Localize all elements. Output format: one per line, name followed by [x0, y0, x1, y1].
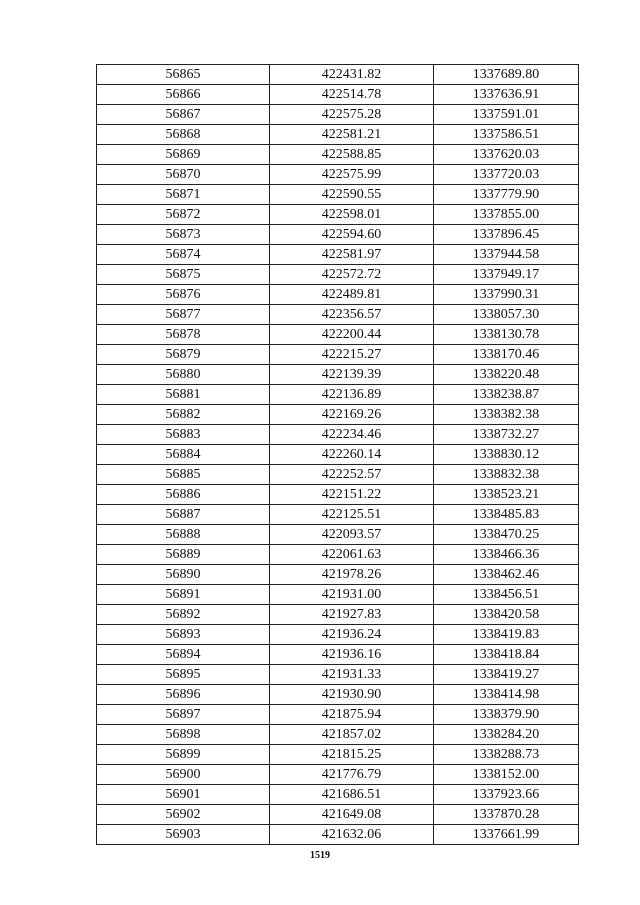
table-row	[97, 825, 579, 845]
y-coordinate-cell: 1338419.83	[434, 625, 579, 645]
y-coordinate-cell: 1337620.03	[434, 145, 579, 165]
point-id-cell: 56895	[97, 665, 270, 685]
y-coordinate-cell: 1337661.99	[434, 825, 579, 845]
table-row	[97, 225, 579, 245]
table-row	[97, 685, 579, 705]
point-id-cell: 56880	[97, 365, 270, 385]
point-id-cell: 56876	[97, 285, 270, 305]
y-coordinate-cell: 1337779.90	[434, 185, 579, 205]
y-coordinate-cell: 1338462.46	[434, 565, 579, 585]
y-coordinate-cell: 1337591.01	[434, 105, 579, 125]
table-row	[97, 585, 579, 605]
point-id-cell: 56885	[97, 465, 270, 485]
x-coordinate-cell: 422575.28	[270, 105, 434, 125]
table-row	[97, 605, 579, 625]
point-id-cell: 56875	[97, 265, 270, 285]
x-coordinate-cell: 422575.99	[270, 165, 434, 185]
y-coordinate-cell: 1338414.98	[434, 685, 579, 705]
point-id-cell: 56890	[97, 565, 270, 585]
point-id-cell: 56893	[97, 625, 270, 645]
x-coordinate-cell: 422581.21	[270, 125, 434, 145]
point-id-cell: 56872	[97, 205, 270, 225]
point-id-cell: 56894	[97, 645, 270, 665]
y-coordinate-cell: 1337944.58	[434, 245, 579, 265]
y-coordinate-cell: 1337870.28	[434, 805, 579, 825]
x-coordinate-cell: 422588.85	[270, 145, 434, 165]
point-id-cell: 56891	[97, 585, 270, 605]
point-id-cell: 56866	[97, 85, 270, 105]
y-coordinate-cell: 1337720.03	[434, 165, 579, 185]
table-row	[97, 765, 579, 785]
y-coordinate-cell: 1338485.83	[434, 505, 579, 525]
table-row	[97, 265, 579, 285]
table-row	[97, 345, 579, 365]
point-id-cell: 56892	[97, 605, 270, 625]
x-coordinate-cell: 421930.90	[270, 685, 434, 705]
y-coordinate-cell: 1337689.80	[434, 65, 579, 85]
point-id-cell: 56878	[97, 325, 270, 345]
point-id-cell: 56887	[97, 505, 270, 525]
point-id-cell: 56888	[97, 525, 270, 545]
x-coordinate-cell: 422200.44	[270, 325, 434, 345]
point-id-cell: 56871	[97, 185, 270, 205]
table-row	[97, 805, 579, 825]
x-coordinate-cell: 421815.25	[270, 745, 434, 765]
y-coordinate-cell: 1338170.46	[434, 345, 579, 365]
table-row	[97, 65, 579, 85]
point-id-cell: 56898	[97, 725, 270, 745]
table-row	[97, 245, 579, 265]
y-coordinate-cell: 1337636.91	[434, 85, 579, 105]
table-row	[97, 625, 579, 645]
x-coordinate-cell: 422356.57	[270, 305, 434, 325]
x-coordinate-cell: 422598.01	[270, 205, 434, 225]
x-coordinate-cell: 421931.33	[270, 665, 434, 685]
x-coordinate-cell: 422260.14	[270, 445, 434, 465]
point-id-cell: 56868	[97, 125, 270, 145]
x-coordinate-cell: 421632.06	[270, 825, 434, 845]
table-row	[97, 145, 579, 165]
point-id-cell: 56889	[97, 545, 270, 565]
y-coordinate-cell: 1337896.45	[434, 225, 579, 245]
x-coordinate-cell: 421936.24	[270, 625, 434, 645]
y-coordinate-cell: 1337949.17	[434, 265, 579, 285]
x-coordinate-cell: 421927.83	[270, 605, 434, 625]
point-id-cell: 56902	[97, 805, 270, 825]
y-coordinate-cell: 1338466.36	[434, 545, 579, 565]
y-coordinate-cell: 1338220.48	[434, 365, 579, 385]
point-id-cell: 56896	[97, 685, 270, 705]
table-row	[97, 665, 579, 685]
table-row	[97, 305, 579, 325]
x-coordinate-cell: 421776.79	[270, 765, 434, 785]
table-row	[97, 745, 579, 765]
point-id-cell: 56886	[97, 485, 270, 505]
y-coordinate-cell: 1337855.00	[434, 205, 579, 225]
y-coordinate-cell: 1338238.87	[434, 385, 579, 405]
y-coordinate-cell: 1337990.31	[434, 285, 579, 305]
x-coordinate-cell: 422169.26	[270, 405, 434, 425]
point-id-cell: 56877	[97, 305, 270, 325]
y-coordinate-cell: 1338832.38	[434, 465, 579, 485]
x-coordinate-cell: 421686.51	[270, 785, 434, 805]
x-coordinate-cell: 422093.57	[270, 525, 434, 545]
x-coordinate-cell: 422215.27	[270, 345, 434, 365]
table-row	[97, 505, 579, 525]
table-row	[97, 125, 579, 145]
y-coordinate-cell: 1337923.66	[434, 785, 579, 805]
table-row	[97, 445, 579, 465]
point-id-cell: 56900	[97, 765, 270, 785]
coordinate-table	[96, 64, 579, 845]
point-id-cell: 56884	[97, 445, 270, 465]
y-coordinate-cell: 1338419.27	[434, 665, 579, 685]
point-id-cell: 56873	[97, 225, 270, 245]
table-row	[97, 485, 579, 505]
x-coordinate-cell: 422489.81	[270, 285, 434, 305]
x-coordinate-cell: 422581.97	[270, 245, 434, 265]
table-row	[97, 565, 579, 585]
point-id-cell: 56874	[97, 245, 270, 265]
x-coordinate-cell: 422136.89	[270, 385, 434, 405]
x-coordinate-cell: 422252.57	[270, 465, 434, 485]
y-coordinate-cell: 1338152.00	[434, 765, 579, 785]
point-id-cell: 56870	[97, 165, 270, 185]
x-coordinate-cell: 422151.22	[270, 485, 434, 505]
x-coordinate-cell: 421978.26	[270, 565, 434, 585]
point-id-cell: 56903	[97, 825, 270, 845]
table-row	[97, 465, 579, 485]
point-id-cell: 56883	[97, 425, 270, 445]
x-coordinate-cell: 422431.82	[270, 65, 434, 85]
y-coordinate-cell: 1338470.25	[434, 525, 579, 545]
table-row	[97, 525, 579, 545]
point-id-cell: 56869	[97, 145, 270, 165]
y-coordinate-cell: 1337586.51	[434, 125, 579, 145]
table-row	[97, 85, 579, 105]
y-coordinate-cell: 1338456.51	[434, 585, 579, 605]
point-id-cell: 56897	[97, 705, 270, 725]
y-coordinate-cell: 1338284.20	[434, 725, 579, 745]
table-row	[97, 705, 579, 725]
table-row	[97, 645, 579, 665]
y-coordinate-cell: 1338420.58	[434, 605, 579, 625]
point-id-cell: 56879	[97, 345, 270, 365]
x-coordinate-cell: 421875.94	[270, 705, 434, 725]
x-coordinate-cell: 422594.60	[270, 225, 434, 245]
point-id-cell: 56882	[97, 405, 270, 425]
table-row	[97, 185, 579, 205]
x-coordinate-cell: 422139.39	[270, 365, 434, 385]
page-number: 1519	[310, 850, 330, 861]
point-id-cell: 56865	[97, 65, 270, 85]
x-coordinate-cell: 422061.63	[270, 545, 434, 565]
table-row	[97, 385, 579, 405]
x-coordinate-cell: 421931.00	[270, 585, 434, 605]
x-coordinate-cell: 421857.02	[270, 725, 434, 745]
table-row	[97, 785, 579, 805]
table-row	[97, 365, 579, 385]
table-row	[97, 165, 579, 185]
x-coordinate-cell: 422234.46	[270, 425, 434, 445]
y-coordinate-cell: 1338130.78	[434, 325, 579, 345]
x-coordinate-cell: 421936.16	[270, 645, 434, 665]
point-id-cell: 56901	[97, 785, 270, 805]
y-coordinate-cell: 1338418.84	[434, 645, 579, 665]
coordinate-table-body	[97, 65, 579, 845]
y-coordinate-cell: 1338057.30	[434, 305, 579, 325]
x-coordinate-cell: 421649.08	[270, 805, 434, 825]
table-row	[97, 725, 579, 745]
x-coordinate-cell: 422590.55	[270, 185, 434, 205]
table-row	[97, 205, 579, 225]
point-id-cell: 56867	[97, 105, 270, 125]
y-coordinate-cell: 1338382.38	[434, 405, 579, 425]
y-coordinate-cell: 1338288.73	[434, 745, 579, 765]
table-row	[97, 405, 579, 425]
table-row	[97, 105, 579, 125]
y-coordinate-cell: 1338523.21	[434, 485, 579, 505]
y-coordinate-cell: 1338379.90	[434, 705, 579, 725]
point-id-cell: 56899	[97, 745, 270, 765]
x-coordinate-cell: 422514.78	[270, 85, 434, 105]
table-row	[97, 545, 579, 565]
x-coordinate-cell: 422572.72	[270, 265, 434, 285]
x-coordinate-cell: 422125.51	[270, 505, 434, 525]
table-row	[97, 425, 579, 445]
point-id-cell: 56881	[97, 385, 270, 405]
y-coordinate-cell: 1338830.12	[434, 445, 579, 465]
table-row	[97, 325, 579, 345]
y-coordinate-cell: 1338732.27	[434, 425, 579, 445]
table-row	[97, 285, 579, 305]
